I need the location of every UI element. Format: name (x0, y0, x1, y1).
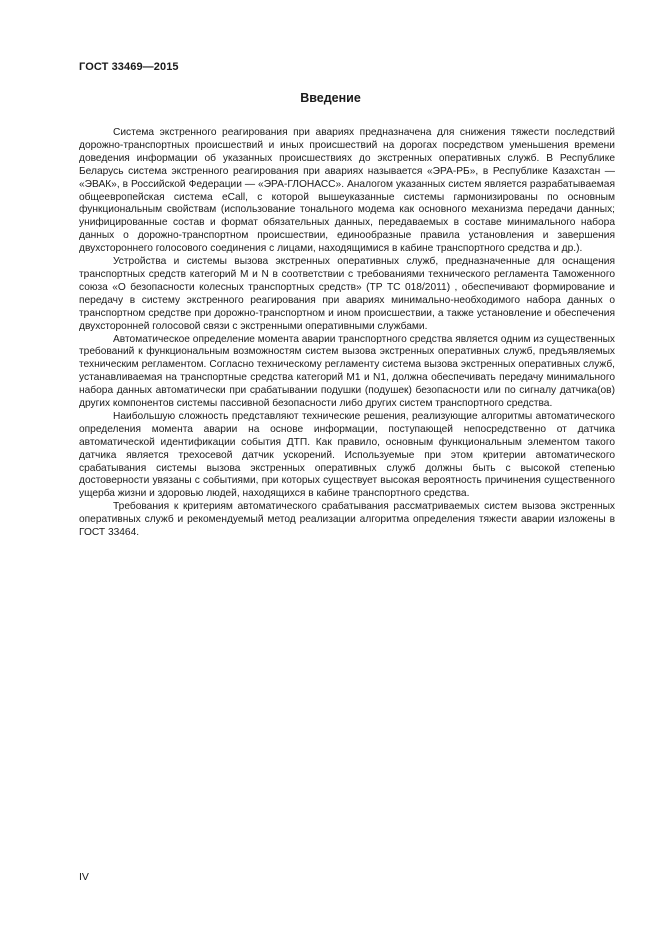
page-number: IV (79, 871, 89, 883)
paragraph-4: Наибольшую сложность представляют технические решения, реализующие алгоритмы автоматического определения момента аварии на основе информации, поступающей непосредственно от датчика автоматической идентификации события ДТП. Как правило, основным функциональным элементом такого датчика является трехосевой датчик ускорений. Используемые при этом критерии автоматического срабатывания системы вызова экстренных оперативных служб должны быть с высокой степенью достоверности увязаны с событиями, при которых существует высокая вероятность причинения существенного ущерба жизни и здоровью людей, находящихся в кабине транспортного средства. (79, 410, 615, 500)
paragraph-2: Устройства и системы вызова экстренных оперативных служб, предназначенные для оснащения транспортных средств категорий М и N в соответствии с требованиями технического регламента Таможенного союза «О безопасности колесных транспортных средств» (ТР ТС 018/2011) , обеспечивают формирование и передачу в систему экстренного реагирования при авариях минимально-необходимого набора данных о транспортном средстве при дорожно-транспортном и ином происшествии, а также установление и обеспечения двухсторонней голосовой связи с экстренными оперативными службами. (79, 256, 615, 332)
standard-code-header: ГОСТ 33469—2015 (79, 61, 179, 73)
body-text (79, 127, 615, 540)
section-title: Введение (300, 91, 361, 105)
paragraph-3: Автоматическое определение момента аварии транспортного средства является одним из существенных требований к функциональным возможностям систем вызова экстренных оперативных служб, предъявляемых техническим регламентом. Согласно техническому регламенту система вызова экстренных оперативных служб, устанавливаемая на транспортные средства категорий M1 и N1, должна обеспечивать передачу минимального набора данных автоматически при срабатывании подушки (подушек) безопасности или по сигналу датчика(ов) других компонентов системы пассивной безопасности либо других систем транспортного средства. (79, 333, 616, 410)
paragraph-5: Требования к критериям автоматического срабатывания рассматриваемых систем вызова экстренных оперативных служб и рекомендуемый метод реализации алгоритма определения тяжести аварии изложены в ГОСТ 33464. (79, 501, 615, 539)
paragraph-1: Система экстренного реагирования при авариях предназначена для снижения тяжести последствий дорожно-транспортных происшествий и иных происшествий на дорогах посредством уменьшения времени доведения информации об указанных происшествиях до экстренных оперативных служб. В Республике Беларусь система экстренного реагирования при авариях называется «ЭРА-РБ», в Республике Казахстан — «ЭВАК», в Российской Федерации — «ЭРА-ГЛОНАСС». Аналогом указанных систем является разрабатываемая общеевропейская система eCall, с которой вышеуказанные системы гармонизированы по основным функциональным свойствам (использование тонального модема как основного механизма передачи данных; унифицированные состав и формат обязательных данных, передаваемых в составе минимального набора данных о дорожно-транспортном происшествии, единообразные правила установления и завершения двухстороннего голосового соединения с лицами, находящимися в кабине транспортного средства и др.). (79, 127, 615, 255)
